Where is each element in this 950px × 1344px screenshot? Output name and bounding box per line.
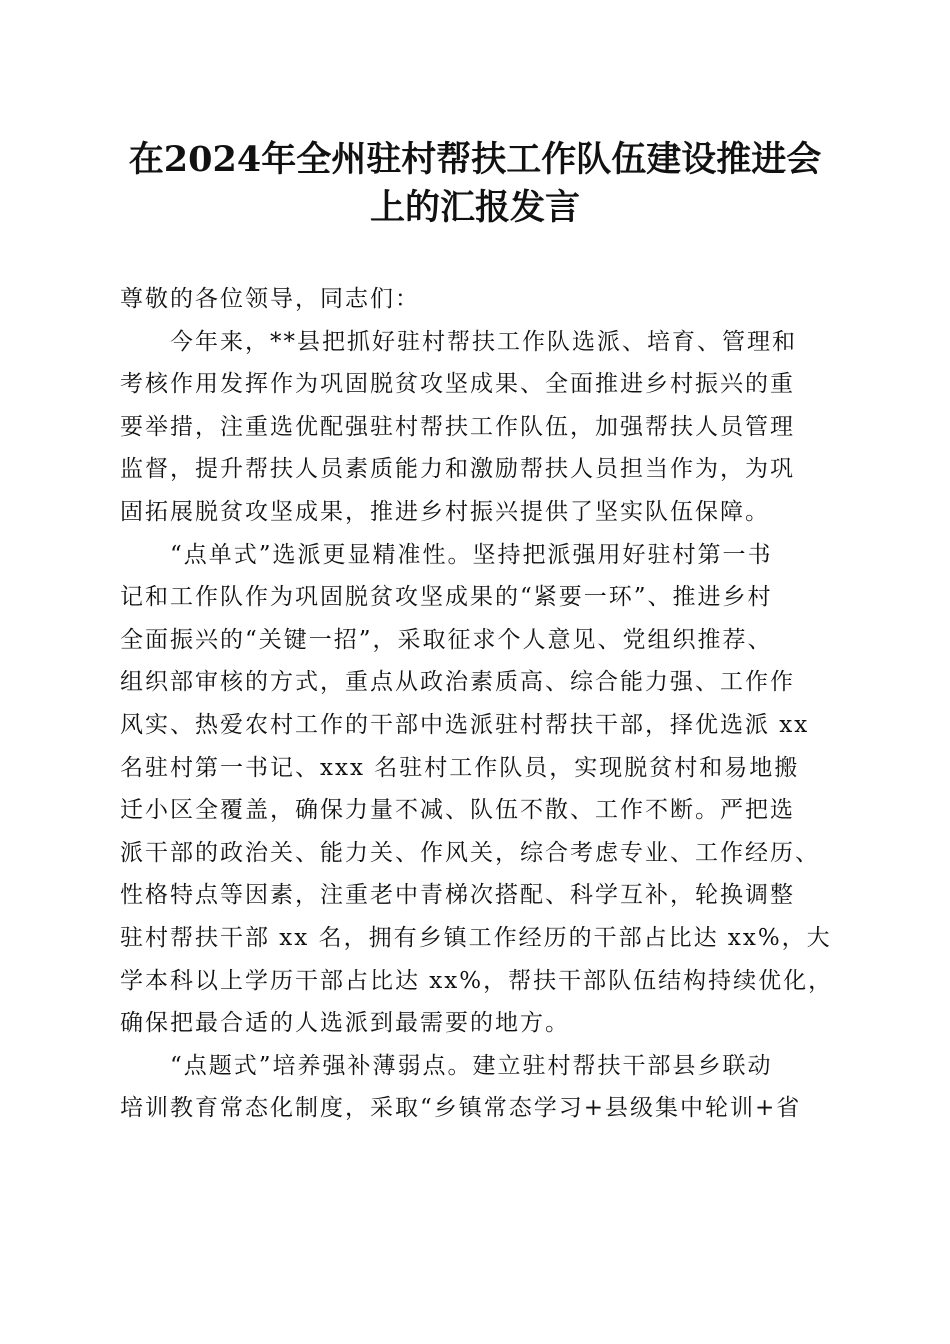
paragraph-line: “点题式”培养强补薄弱点。建立驻村帮扶干部县乡联动 [170,1052,773,1079]
salutation: 尊敬的各位领导，同志们： [120,286,420,312]
paragraph-line: 考核作用发挥作为巩固脱贫攻坚成果、全面推进乡村振兴的重 [120,371,795,398]
paragraph-line: 固拓展脱贫攻坚成果，推进乡村振兴提供了坚实队伍保障。 [120,498,770,525]
paragraph-line: 派干部的政治关、能力关、作风关，综合考虑专业、工作经历、 [120,839,820,866]
title-line: 上的汇报发言 [369,187,580,228]
paragraph [120,534,840,1045]
paragraph-line: 驻村帮扶干部 xx 名，拥有乡镇工作经历的干部占比达 xx%，大 [120,924,832,951]
paragraph-line: 记和工作队作为巩固脱贫攻坚成果的“紧要一环”、推进乡村 [120,584,773,611]
paragraph-line: “点单式”选派更显精准性。坚持把派强用好驻村第一书 [170,541,773,568]
paragraph-line: 风实、热爱农村工作的干部中选派驻村帮扶干部，择优选派 xx [120,711,810,738]
paragraph-line: 培训教育常态化制度，采取“乡镇常态学习+县级集中轮训+省 [120,1095,802,1122]
paragraph-line: 性格特点等因素，注重老中青梯次搭配、科学互补，轮换调整 [120,882,795,909]
paragraph-line: 确保把最合适的人选派到最需要的地方。 [120,1010,570,1037]
paragraph-line: 今年来，**县把抓好驻村帮扶工作队选派、培育、管理和 [170,328,797,355]
paragraph-line: 全面振兴的“关键一招”，采取征求个人意见、党组织推荐、 [120,626,773,653]
document-body [120,278,840,1130]
document-title [100,136,850,232]
paragraph-line: 组织部审核的方式，重点从政治素质高、综合能力强、工作作 [120,669,795,696]
paragraph-line: 名驻村第一书记、xxx 名驻村工作队员，实现脱贫村和易地搬 [120,754,800,781]
paragraph [120,321,840,534]
paragraph-line: 要举措，注重选优配强驻村帮扶工作队伍，加强帮扶人员管理 [120,413,795,440]
paragraph [120,1045,840,1130]
paragraph-line: 学本科以上学历干部占比达 xx%，帮扶干部队伍结构持续优化， [120,967,834,994]
paragraph-line: 监督，提升帮扶人员素质能力和激励帮扶人员担当作为，为巩 [120,456,795,483]
title-line: 在2024年全州驻村帮扶工作队伍建设推进会 [128,139,822,180]
paragraph-line: 迁小区全覆盖，确保力量不减、队伍不散、工作不断。严把选 [120,797,795,824]
